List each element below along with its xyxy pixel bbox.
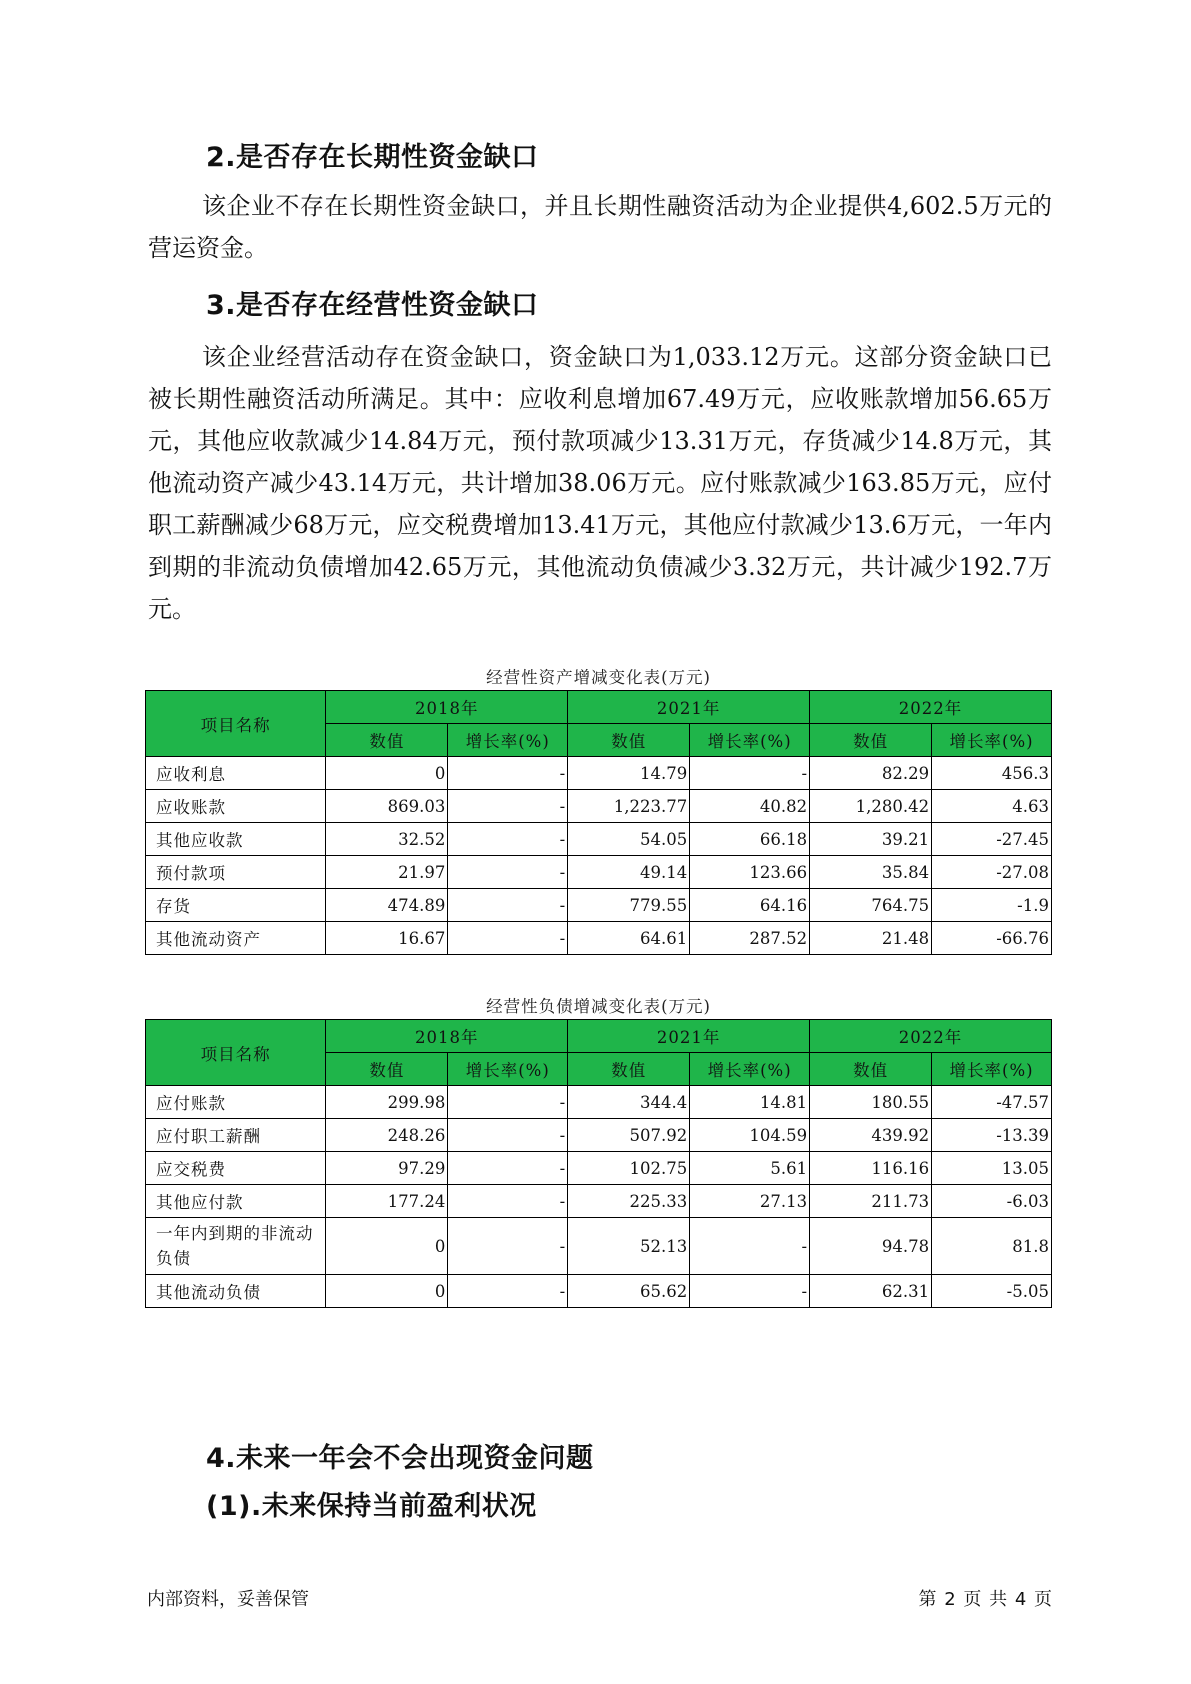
cell-value-2021: 344.4 <box>568 1086 690 1119</box>
cell-rate-2018: - <box>448 1185 568 1218</box>
cell-rate-2022: -6.03 <box>932 1185 1052 1218</box>
cell-rate-2018: - <box>448 889 568 922</box>
table-row <box>146 1119 1052 1152</box>
header-item-name: 项目名称 <box>146 1020 326 1086</box>
table-row <box>146 889 1052 922</box>
cell-rate-2018: - <box>448 823 568 856</box>
header-rate: 增长率(%) <box>690 1053 810 1086</box>
cell-value-2018: 97.29 <box>326 1152 448 1185</box>
cell-rate-2022: -5.05 <box>932 1275 1052 1308</box>
cell-rate-2021: - <box>690 1275 810 1308</box>
cell-value-2022: 21.48 <box>810 922 932 955</box>
section-4-title: 4.未来一年会不会出现资金问题 <box>206 1443 594 1474</box>
cell-value-2018: 16.67 <box>326 922 448 955</box>
table-row <box>146 823 1052 856</box>
row-name: 应收账款 <box>146 790 326 823</box>
cell-rate-2018: - <box>448 1086 568 1119</box>
cell-rate-2021: 40.82 <box>690 790 810 823</box>
header-year-2022: 2022年 <box>810 1020 1052 1053</box>
section-2-paragraph: 该企业不存在长期性资金缺口，并且长期性融资活动为企业提供4,602.5万元的营运资金。 <box>148 192 1052 262</box>
cell-value-2021: 54.05 <box>568 823 690 856</box>
cell-value-2018: 177.24 <box>326 1185 448 1218</box>
cell-value-2018: 21.97 <box>326 856 448 889</box>
cell-value-2021: 225.33 <box>568 1185 690 1218</box>
cell-rate-2021: 14.81 <box>690 1086 810 1119</box>
section-3-paragraph: 该企业经营活动存在资金缺口，资金缺口为1,033.12万元。这部分资金缺口已被长期性融资活动所满足。其中：应收利息增加67.49万元，应收账款增加56.65万元，其他应收款减少14.84万元，预付款项减少13.31万元，存货减少14.8万元，其他流动资产减少43.14万元，共计增加38.06万元。应付账款减少163.85万元，应付职工薪酬减少68万元，应交税费增加13.41万元，其他应付款减少13.6万元，一年内到期的非流动负债增加42.65万元，其他流动负债减少3.32万元，共计减少192.7万元。 <box>148 343 1052 623</box>
footer-confidential-note: 内部资料，妥善保管 <box>147 1589 309 1610</box>
cell-value-2021: 14.79 <box>568 757 690 790</box>
header-rate: 增长率(%) <box>690 724 810 757</box>
cell-rate-2018: - <box>448 1119 568 1152</box>
header-rate: 增长率(%) <box>932 1053 1052 1086</box>
cell-rate-2022: 81.8 <box>932 1218 1052 1275</box>
cell-rate-2018: - <box>448 856 568 889</box>
header-item-name: 项目名称 <box>146 691 326 757</box>
cell-value-2018: 299.98 <box>326 1086 448 1119</box>
cell-value-2018: 0 <box>326 1275 448 1308</box>
row-name: 应付账款 <box>146 1086 326 1119</box>
footer-page-number: 第 2 页 共 4 页 <box>918 1589 1052 1610</box>
assets-table <box>145 690 1052 955</box>
liabilities-table <box>145 1019 1052 1308</box>
header-value: 数值 <box>810 724 932 757</box>
cell-value-2021: 65.62 <box>568 1275 690 1308</box>
header-year-2022: 2022年 <box>810 691 1052 724</box>
table-row <box>146 1218 1052 1275</box>
cell-rate-2018: - <box>448 757 568 790</box>
table-row <box>146 1185 1052 1218</box>
header-value: 数值 <box>810 1053 932 1086</box>
header-value: 数值 <box>326 1053 448 1086</box>
cell-value-2022: 116.16 <box>810 1152 932 1185</box>
header-year-2018: 2018年 <box>326 691 568 724</box>
cell-rate-2018: - <box>448 922 568 955</box>
cell-rate-2022: -47.57 <box>932 1086 1052 1119</box>
table-row <box>146 1086 1052 1119</box>
cell-value-2021: 507.92 <box>568 1119 690 1152</box>
cell-value-2018: 32.52 <box>326 823 448 856</box>
cell-rate-2021: 287.52 <box>690 922 810 955</box>
header-value: 数值 <box>568 724 690 757</box>
cell-value-2021: 102.75 <box>568 1152 690 1185</box>
row-name: 其他应付款 <box>146 1185 326 1218</box>
cell-rate-2021: 27.13 <box>690 1185 810 1218</box>
cell-value-2018: 0 <box>326 1218 448 1275</box>
row-name: 其他流动负债 <box>146 1275 326 1308</box>
header-rate: 增长率(%) <box>448 724 568 757</box>
cell-value-2022: 62.31 <box>810 1275 932 1308</box>
cell-value-2018: 474.89 <box>326 889 448 922</box>
header-value: 数值 <box>568 1053 690 1086</box>
cell-rate-2022: -27.45 <box>932 823 1052 856</box>
cell-rate-2022: 4.63 <box>932 790 1052 823</box>
cell-value-2022: 439.92 <box>810 1119 932 1152</box>
cell-rate-2018: - <box>448 1218 568 1275</box>
cell-rate-2021: 64.16 <box>690 889 810 922</box>
cell-rate-2021: 5.61 <box>690 1152 810 1185</box>
section-3-title: 3.是否存在经营性资金缺口 <box>206 290 539 321</box>
cell-value-2018: 248.26 <box>326 1119 448 1152</box>
row-name: 其他应收款 <box>146 823 326 856</box>
table-row <box>146 856 1052 889</box>
cell-value-2022: 35.84 <box>810 856 932 889</box>
cell-rate-2022: -27.08 <box>932 856 1052 889</box>
cell-value-2022: 39.21 <box>810 823 932 856</box>
cell-rate-2022: -1.9 <box>932 889 1052 922</box>
row-name: 一年内到期的非流动负债 <box>146 1218 326 1275</box>
cell-value-2018: 0 <box>326 757 448 790</box>
cell-rate-2021: - <box>690 757 810 790</box>
cell-rate-2022: -66.76 <box>932 922 1052 955</box>
cell-rate-2021: 123.66 <box>690 856 810 889</box>
row-name: 存货 <box>146 889 326 922</box>
cell-rate-2021: 66.18 <box>690 823 810 856</box>
section-2-title: 2.是否存在长期性资金缺口 <box>206 142 539 173</box>
cell-value-2022: 211.73 <box>810 1185 932 1218</box>
header-year-2021: 2021年 <box>568 1020 810 1053</box>
header-rate: 增长率(%) <box>448 1053 568 1086</box>
cell-rate-2022: 456.3 <box>932 757 1052 790</box>
table-row <box>146 757 1052 790</box>
cell-value-2022: 180.55 <box>810 1086 932 1119</box>
cell-rate-2021: 104.59 <box>690 1119 810 1152</box>
cell-rate-2021: - <box>690 1218 810 1275</box>
header-value: 数值 <box>326 724 448 757</box>
row-name: 应交税费 <box>146 1152 326 1185</box>
cell-value-2021: 49.14 <box>568 856 690 889</box>
cell-value-2021: 1,223.77 <box>568 790 690 823</box>
table-row <box>146 790 1052 823</box>
cell-rate-2022: -13.39 <box>932 1119 1052 1152</box>
assets-table-caption: 经营性资产增减变化表(万元) <box>486 668 711 687</box>
cell-rate-2018: - <box>448 790 568 823</box>
cell-value-2022: 1,280.42 <box>810 790 932 823</box>
liabilities-table-caption: 经营性负债增减变化表(万元) <box>486 997 711 1016</box>
cell-rate-2018: - <box>448 1152 568 1185</box>
cell-rate-2022: 13.05 <box>932 1152 1052 1185</box>
table-row <box>146 1152 1052 1185</box>
section-4-1-title: (1).未来保持当前盈利状况 <box>206 1491 537 1522</box>
header-year-2018: 2018年 <box>326 1020 568 1053</box>
cell-value-2018: 869.03 <box>326 790 448 823</box>
row-name: 应收利息 <box>146 757 326 790</box>
cell-value-2022: 82.29 <box>810 757 932 790</box>
cell-rate-2018: - <box>448 1275 568 1308</box>
cell-value-2021: 779.55 <box>568 889 690 922</box>
cell-value-2022: 94.78 <box>810 1218 932 1275</box>
header-year-2021: 2021年 <box>568 691 810 724</box>
table-row <box>146 1275 1052 1308</box>
cell-value-2021: 64.61 <box>568 922 690 955</box>
cell-value-2021: 52.13 <box>568 1218 690 1275</box>
row-name: 预付款项 <box>146 856 326 889</box>
cell-value-2022: 764.75 <box>810 889 932 922</box>
row-name: 应付职工薪酬 <box>146 1119 326 1152</box>
table-row <box>146 922 1052 955</box>
row-name: 其他流动资产 <box>146 922 326 955</box>
header-rate: 增长率(%) <box>932 724 1052 757</box>
